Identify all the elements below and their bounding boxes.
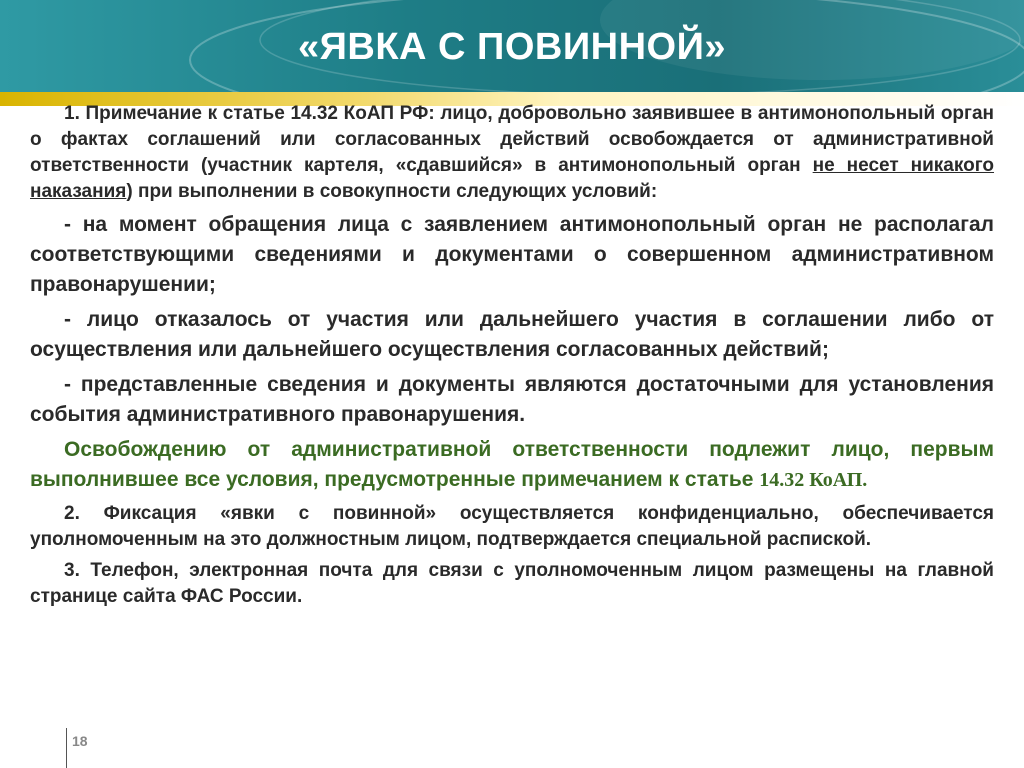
no-punishment-emphasis: не несет никакого наказания	[30, 155, 995, 202]
paragraph-3: 3. Телефон, электронная почта для связи с уполномоченным лицом размещены на главной странице сайта ФАС России.	[30, 560, 994, 607]
slide-title: «ЯВКА С ПОВИННОЙ»	[297, 26, 727, 68]
condition-1: - на момент обращения лица с заявлением антимонопольный орган не располагал соответствующими сведениями и документами о совершенном административном правонарушении;	[30, 213, 994, 296]
slide-body	[30, 101, 994, 615]
release-condition-text: Освобождению от административной ответственности подлежит лицо, первым выполнившее все условия, предусмотренные примечанием к статье	[30, 438, 994, 491]
condition-3: - представленные сведения и документы являются достаточными для установления события административного правонарушения.	[30, 373, 994, 426]
release-condition-note	[30, 435, 994, 495]
condition-2: - лицо отказалось от участия или дальнейшего участия в соглашении либо от осуществления или дальнейшего осуществления согласованных действий;	[30, 308, 994, 361]
paragraph-1-ending: ) при выполнении в совокупности следующих условий:	[126, 181, 658, 202]
paragraph-1	[30, 101, 994, 205]
paragraph-1-text: 1. Примечание к статье 14.32 КоАП РФ: лицо, добровольно заявившее в антимонопольный орган о фактах соглашений или согласованных действий освобождается от административной ответственности (участник картеля, «сдавшийся» в антимонопольный орган	[30, 103, 994, 176]
footer-divider	[66, 728, 67, 768]
page-number: 18	[72, 733, 88, 749]
paragraph-2: 2. Фиксация «явки с повинной» осуществляется конфиденциально, обеспечивается уполномоченным на это должностным лицом, подтверждается специальной распиской.	[30, 503, 994, 550]
header-banner	[0, 0, 1024, 92]
article-reference: 14.32 КоАП	[759, 469, 863, 491]
release-condition-period: .	[862, 469, 868, 491]
